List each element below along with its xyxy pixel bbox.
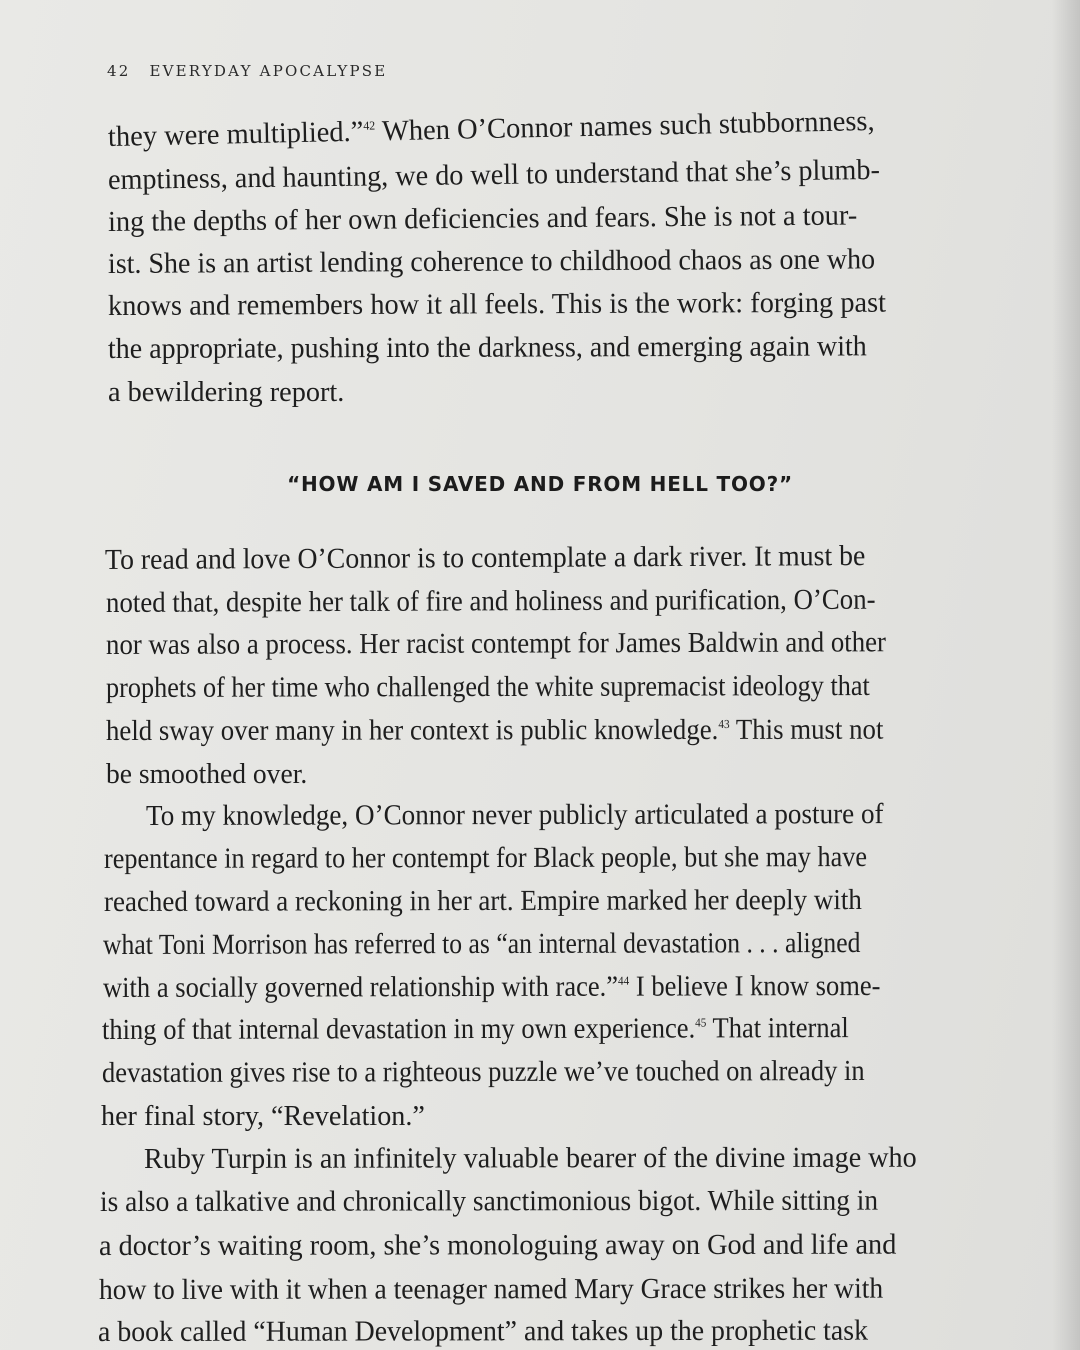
line-text: That internal xyxy=(706,1012,849,1045)
text-line xyxy=(108,243,875,281)
text-line xyxy=(104,841,867,876)
line-text: ing the depths of her own deficiencies and fears. She is not a tour- xyxy=(107,199,858,238)
text-line xyxy=(100,1185,878,1219)
footnote-ref: 42 xyxy=(363,118,376,133)
footnote-ref: 45 xyxy=(695,1015,707,1030)
section-heading: “HOW AM I SAVED AND FROM HELL TOO?” xyxy=(287,472,793,496)
text-line xyxy=(103,970,881,1005)
running-head xyxy=(107,62,387,80)
line-text: Ruby Turpin is an infinitely valuable bearer of the divine image who xyxy=(143,1141,917,1175)
line-text: a doctor’s waiting room, she’s monologuing away on God and life and xyxy=(98,1228,897,1262)
text-line xyxy=(106,626,886,662)
line-text: how to live with it when a teenager named Mary Grace strikes her with xyxy=(98,1272,884,1306)
text-line xyxy=(98,1315,868,1349)
line-text: held sway over many in her context is public knowledge. xyxy=(105,713,719,747)
text-line xyxy=(101,1100,425,1133)
text-line xyxy=(103,927,861,962)
line-text: a bewildering report. xyxy=(108,376,345,408)
text-line xyxy=(108,154,880,197)
line-text: with a socially governed relationship with race.” xyxy=(102,970,619,1004)
text-line xyxy=(108,330,867,366)
text-line xyxy=(105,540,865,577)
line-text: devastation gives rise to a righteous puzzle we’ve touched on already in xyxy=(101,1055,865,1089)
line-text: be smoothed over. xyxy=(106,758,308,790)
footnote-ref: 43 xyxy=(718,716,730,731)
line-text: ist. She is an artist lending coherence to childhood chaos as one who xyxy=(107,243,876,280)
line-text: the appropriate, pushing into the darkness, and emerging again with xyxy=(107,330,867,365)
text-line xyxy=(144,1142,917,1176)
line-text: This must not xyxy=(729,713,884,746)
line-text: noted that, despite her talk of fire and holiness and purification, O’Con- xyxy=(105,583,876,619)
page-edge-shadow xyxy=(1052,0,1080,1350)
line-text: emptiness, and haunting, we do well to understand that she’s plumb- xyxy=(107,153,881,196)
page-number: 42 xyxy=(107,62,131,80)
text-line xyxy=(99,1229,896,1263)
line-text: knows and remembers how it all feels. This is the work: forging past xyxy=(107,286,887,322)
text-line xyxy=(106,584,876,620)
line-text: they were multiplied.” xyxy=(107,115,364,153)
line-text: When O’Connor names such stubbornness, xyxy=(374,104,875,148)
text-line xyxy=(99,1273,883,1307)
line-text: thing of that internal devastation in my own experience. xyxy=(101,1012,696,1046)
text-line xyxy=(104,884,862,919)
text-line xyxy=(108,199,857,239)
text-line xyxy=(146,798,884,833)
line-text: repentance in regard to her contempt for Black people, but she may have xyxy=(103,841,868,875)
footnote-ref: 44 xyxy=(618,973,630,988)
text-line xyxy=(108,287,886,323)
line-text: prophets of her time who challenged the white supremacist ideology that xyxy=(105,670,870,704)
text-line xyxy=(106,670,870,705)
line-text: To my knowledge, O’Connor never publicly articulated a posture of xyxy=(145,798,884,832)
text-line xyxy=(108,376,344,409)
line-text: nor was also a process. Her racist contempt for James Baldwin and other xyxy=(105,626,886,661)
line-text: I believe I know some- xyxy=(629,969,881,1003)
text-line xyxy=(102,1012,849,1047)
line-text: a book called “Human Development” and takes up the prophetic task xyxy=(97,1314,869,1348)
book-title: EVERYDAY APOCALYPSE xyxy=(149,62,388,80)
line-text: reached toward a reckoning in her art. Empire marked her deeply with xyxy=(103,884,862,918)
text-line xyxy=(108,105,875,154)
line-text: what Toni Morrison has referred to as “an internal devastation . . . aligned xyxy=(102,927,861,961)
line-text: her final story, “Revelation.” xyxy=(101,1100,425,1132)
line-text: is also a talkative and chronically sanctimonious bigot. While sitting in xyxy=(99,1184,879,1218)
line-text: To read and love O’Connor is to contemplate a dark river. It must be xyxy=(104,540,866,576)
text-line xyxy=(106,758,307,791)
text-line xyxy=(106,714,883,748)
text-line xyxy=(102,1055,865,1090)
